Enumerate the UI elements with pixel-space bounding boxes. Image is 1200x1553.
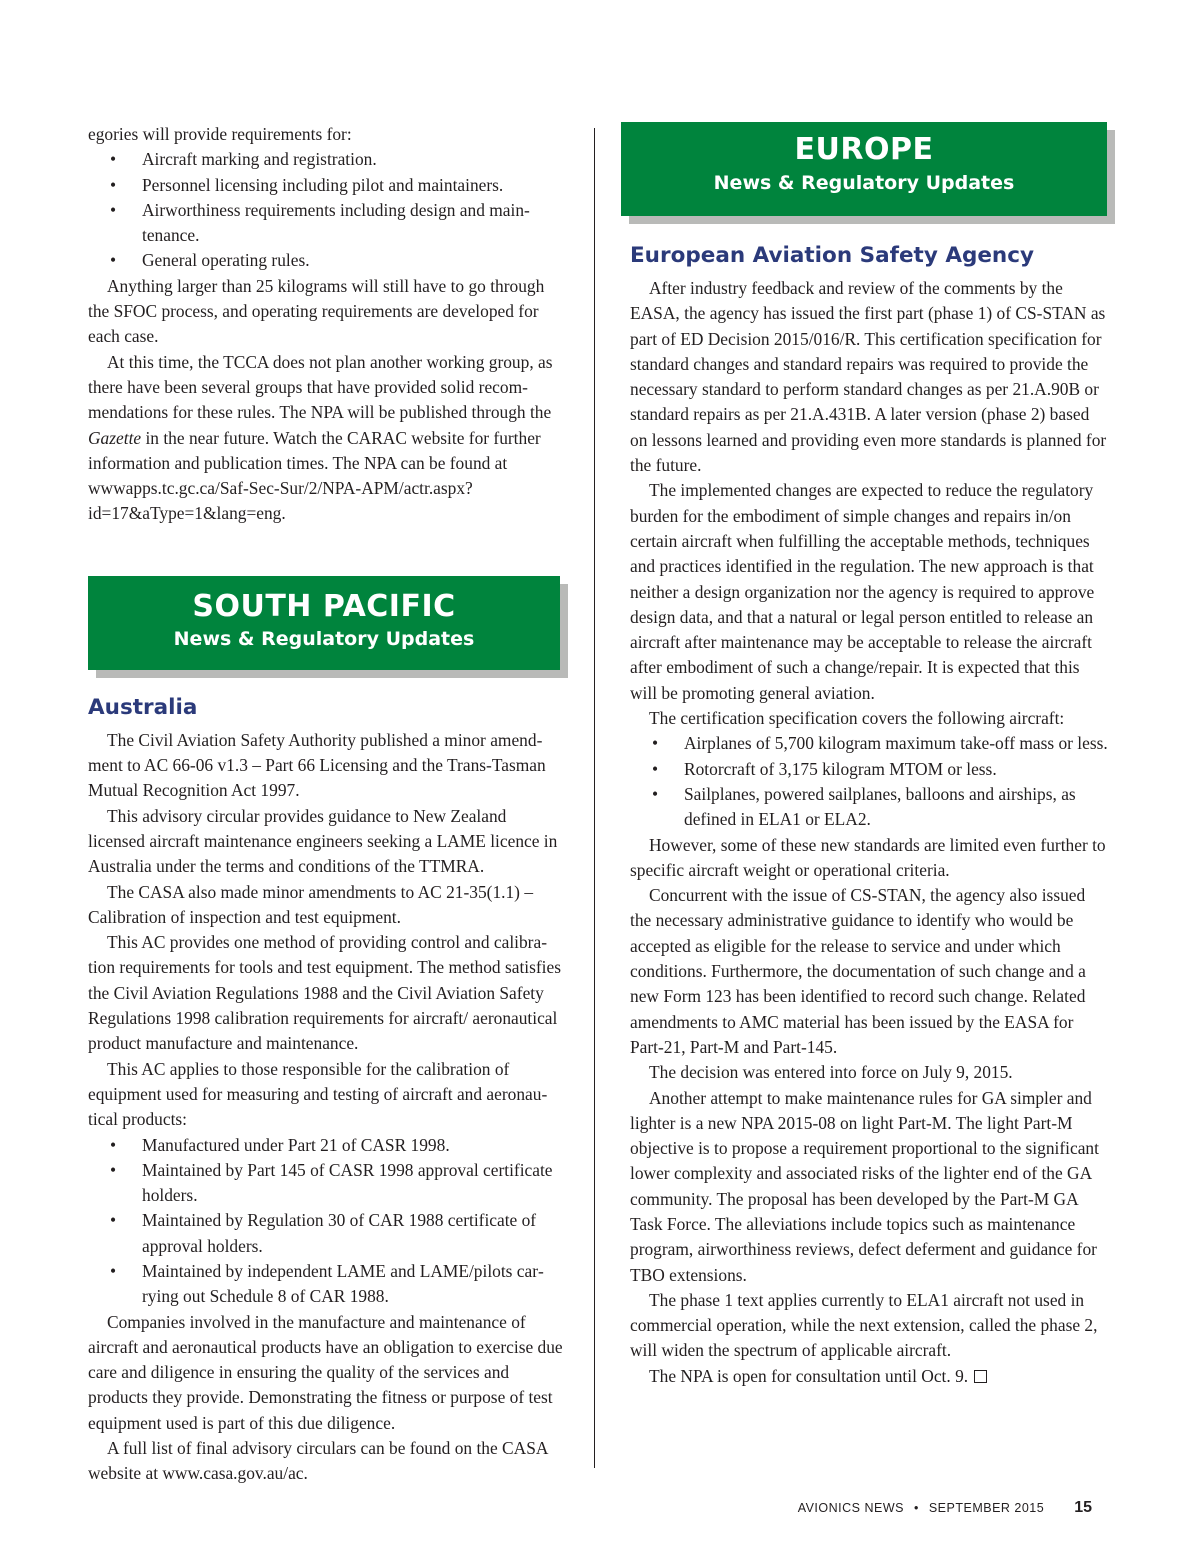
paragraph: A full list of final advisory circulars can be found on the CASA website at www.casa.gov.au/ac. <box>88 1438 548 1484</box>
issue-date: SEPTEMBER 2015 <box>928 1501 1045 1515</box>
banner-subtitle: News & Regulatory Updates <box>173 627 475 650</box>
list-item: • Airworthiness requirements including design and main- tenance. <box>88 198 566 249</box>
paragraph <box>88 350 566 527</box>
paragraph: The implemented changes are expected to reduce the regulatory burden for the embodiment of simple changes and repairs in/on certain aircraft when fulfilling the acceptable methods, techniques and practices identified in the regulation. The new approach is that neither a design organization nor the agency is required to approve design data, and that a natural or legal person entitled to release an aircraft after maintenance may be acceptable to release the aircraft after embodiment of such a change/repair. It is expected that this will be promoting general aviation. <box>630 480 1095 703</box>
paragraph: This AC provides one method of providing control and calibration requirements for tools and test equipment. The method satisfies the Civil Aviation Regulations 1988 and the Civil Aviation Safety Regulations 1998 calibration requirements for aircraft/ aeronautical product manufacture and maintenance. <box>88 932 561 1054</box>
intro-bullet-list <box>88 147 566 273</box>
list-item: • General operating rules. <box>88 248 566 273</box>
europe-banner <box>621 122 1107 216</box>
paragraph: Companies involved in the manufacture and maintenance of aircraft and aeronautical products have an obligation to exercise due care and diligence in ensuring the quality of the services and products they provide. Demonstrating the fitness or purpose of test equipment used is part of this due diligence. <box>88 1311 563 1433</box>
publication-name: Gazette <box>88 427 142 448</box>
text-run: in the near future. Watch the CARAC website for further information and publication times. The NPA can be found at wwwapps.tc.gc.ca/Saf-Sec-Sur/2/NPA-APM/actr.aspx?id=17&aType=1&lang=eng. <box>88 427 541 524</box>
list-item: • Rotorcraft of 3,175 kilogram MTOM or less. <box>630 757 1108 782</box>
right-column <box>630 122 1108 1389</box>
list-item: • Sailplanes, powered sailplanes, balloons and airships, as defined in ELA1 or ELA2. <box>630 782 1108 833</box>
paragraph: The Civil Aviation Safety Authority published a minor amendment to AC 66-06 v1.3 – Part 66 Licensing and the Trans-Tasman Mutual Recognition Act 1997. <box>88 729 546 801</box>
paragraph: This advisory circular provides guidance to New Zealand licensed aircraft maintenance engineers seeking a LAME licence in Australia under the terms and conditions of the TTMRA. <box>88 805 558 877</box>
intro-continuation: egories will provide requirements for: <box>88 124 352 144</box>
paragraph: After industry feedback and review of the comments by the EASA, the agency has issued the first part (phase 1) of CS-STAN as part of ED Decision 2015/016/R. This certification specification for standard changes and standard repairs was required to provide the necessary standard to perform standard changes as per 21.A.90B or standard repairs as per 21.A.431B. A later version (phase 2) based on lessons learned and providing even more standards is planned for the future. <box>630 278 1107 476</box>
south-pacific-banner <box>88 576 560 670</box>
section-title: European Aviation Safety Agency <box>630 243 1034 268</box>
left-column <box>88 122 566 1487</box>
section-title: Australia <box>88 694 198 720</box>
footer-separator: • <box>913 1501 919 1515</box>
paragraph: The phase 1 text applies currently to ELA1 aircraft not used in commercial operation, while the next extension, called the phase 2, will widen the spectrum of applicable aircraft. <box>630 1289 1098 1361</box>
publication-name: AVIONICS NEWS <box>797 1501 904 1515</box>
page-number: 15 <box>1074 1499 1092 1516</box>
paragraph: This AC applies to those responsible for the calibration of equipment used for measuring and testing of aircraft and aeronautical products: <box>88 1058 548 1130</box>
banner-title: EUROPE <box>794 132 934 167</box>
list-item: • Maintained by independent LAME and LAME/pilots carrying out Schedule 8 of CAR 1988. <box>88 1259 566 1310</box>
text-run: At this time, the TCCA does not plan another working group, as there have been several groups that have provided solid recommendations for these rules. The NPA will be published through the <box>88 351 553 423</box>
paragraph: Another attempt to make maintenance rules for GA simpler and lighter is a new NPA 2015-08 on light Part-M. The light Part-M objective is to propose a requirement proportional to the significant lower complexity and associated risks of the lighter end of the GA community. The proposal has been developed by the Part-M GA Task Force. The alleviations include topics such as maintenance program, airworthiness reviews, defect deferment and guidance for TBO extensions. <box>630 1087 1099 1285</box>
text-run: The NPA is open for consultation until Oct. 9. <box>649 1365 969 1386</box>
list-item: • Airplanes of 5,700 kilogram maximum take-off mass or less. <box>630 731 1108 756</box>
paragraph <box>630 1364 1108 1389</box>
paragraph: However, some of these new standards are limited even further to specific aircraft weight or operational criteria. <box>630 834 1106 880</box>
paragraph: Anything larger than 25 kilograms will still have to go through the SFOC process, and operating requirements are developed for each case. <box>88 275 545 347</box>
end-mark-icon <box>974 1370 987 1383</box>
list-item: • Manufactured under Part 21 of CASR 1998. <box>88 1133 566 1158</box>
list-item: • Maintained by Regulation 30 of CAR 1988 certificate of approval holders. <box>88 1208 566 1259</box>
paragraph: Concurrent with the issue of CS-STAN, the agency also issued the necessary administrative guidance to identify who would be accepted as eligible for the release to service and under which conditions. Furthermore, the documentation of such change and a new Form 123 has been identified to record such change. Related amendments to AMC material has been issued by the EASA for Part-21, Part-M and Part-145. <box>630 885 1086 1057</box>
banner-subtitle: News & Regulatory Updates <box>713 172 1015 194</box>
column-divider <box>594 128 595 1468</box>
list-item: • Maintained by Part 145 of CASR 1998 approval certificate holders. <box>88 1158 566 1209</box>
paragraph: The decision was entered into force on July 9, 2015. <box>649 1062 1013 1083</box>
page-footer <box>798 1499 1092 1517</box>
paragraph: The certification specification covers the following aircraft: <box>649 708 1065 729</box>
paragraph: The CASA also made minor amendments to AC 21-35(1.1) – Calibration of inspection and test equipment. <box>88 881 534 927</box>
list-item: • Personnel licensing including pilot and maintainers. <box>88 173 566 198</box>
ac-bullet-list <box>88 1133 566 1310</box>
banner-title: SOUTH PACIFIC <box>192 588 456 624</box>
aircraft-bullet-list <box>630 731 1108 832</box>
list-item: • Aircraft marking and registration. <box>88 147 566 172</box>
